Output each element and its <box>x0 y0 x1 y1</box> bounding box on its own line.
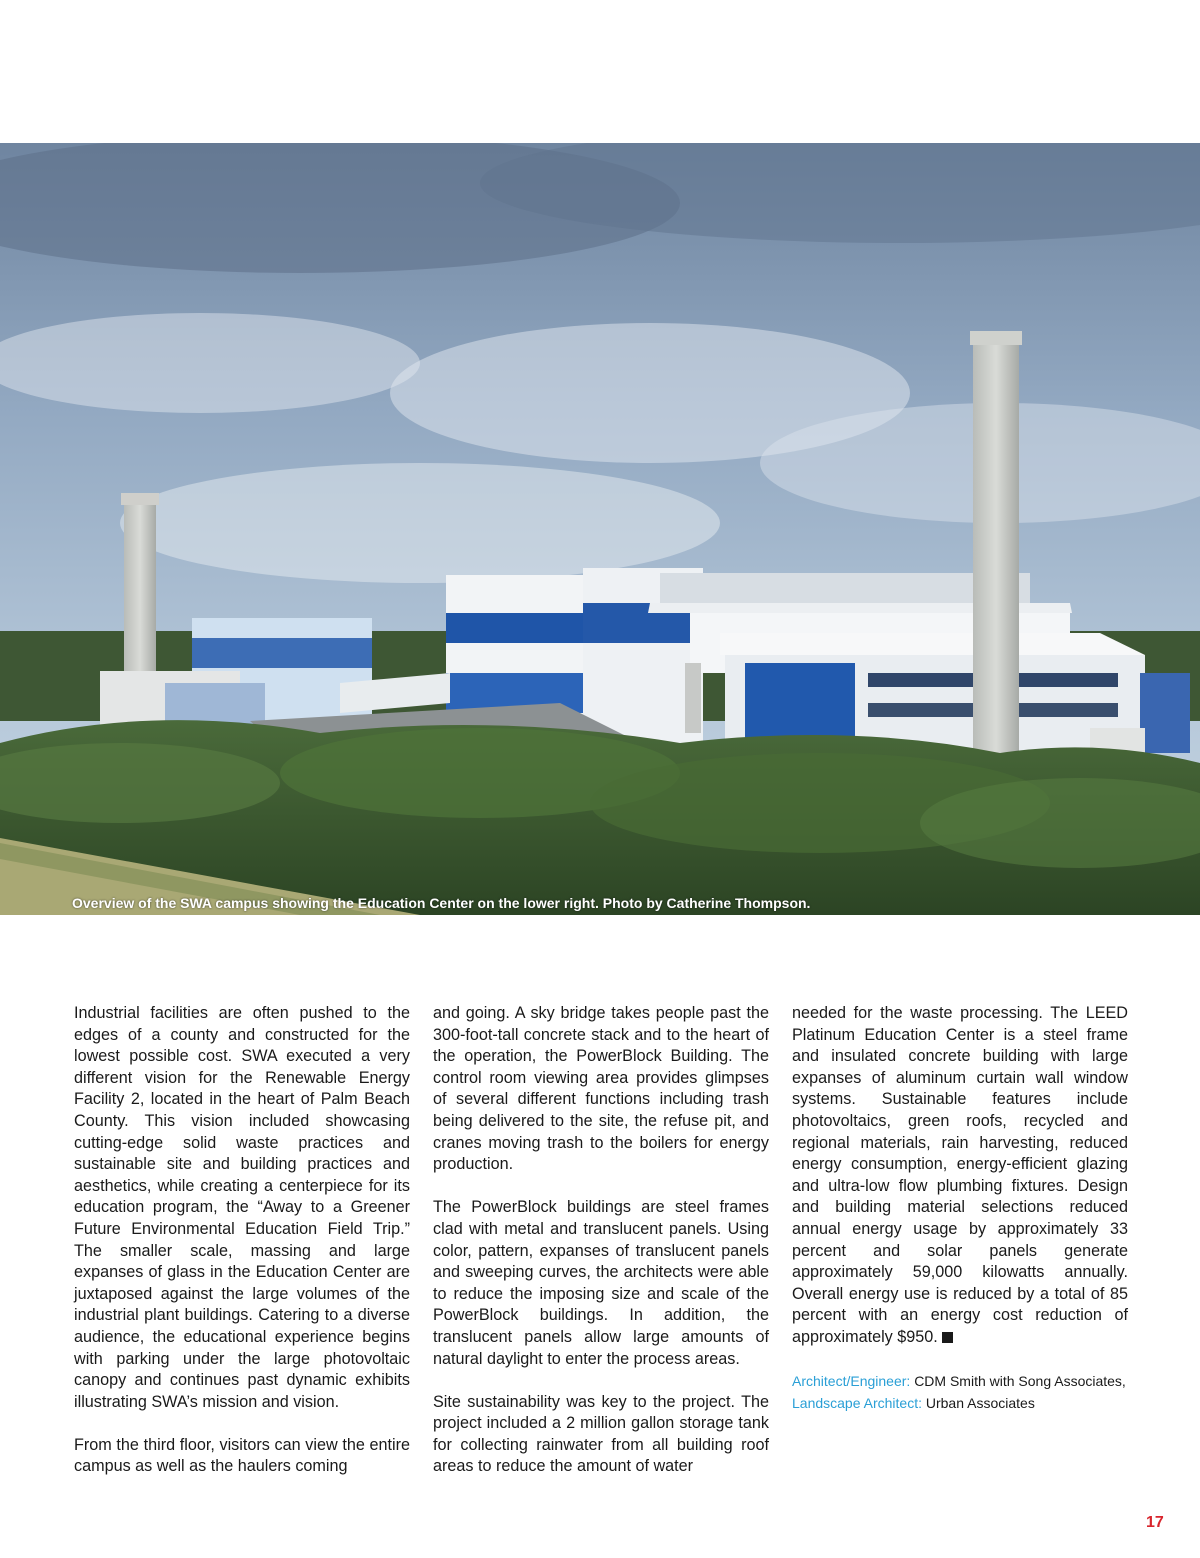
campus-photo-illustration <box>0 143 1200 915</box>
paragraph-with-end-mark <box>792 1003 1128 1349</box>
campus-photo <box>0 143 1200 915</box>
photo-caption: Overview of the SWA campus showing the Education Center on the lower right. Photo by Catherine Thompson. <box>72 895 811 911</box>
article-column-3 <box>792 1003 1128 1436</box>
article-column-2 <box>433 1003 769 1500</box>
paragraph: Site sustainability was key to the project. The project included a 2 million gallon storage tank for collecting rainwater from all building roof areas to reduce the amount of water <box>433 1392 769 1476</box>
paragraph: and going. A sky bridge takes people past the 300-foot-tall concrete stack and to the heart of the operation, the PowerBlock Building. The control room viewing area provides glimpses of several different functions including trash being delivered to the site, the refuse pit, and cranes moving trash to the boilers for energy production. <box>433 1004 769 1174</box>
credit-name-architect: CDM Smith with Song Associates, <box>914 1373 1126 1390</box>
end-mark-square-icon <box>942 1332 953 1343</box>
article-column-1 <box>74 1003 410 1500</box>
credit-role-architect: Architect/Engineer: <box>792 1373 911 1390</box>
credit-name-landscape: Urban Associates <box>925 1395 1035 1412</box>
page-number: 17 <box>1146 1514 1164 1531</box>
paragraph: From the third floor, visitors can view the entire campus as well as the haulers coming <box>74 1435 410 1476</box>
credit-role-landscape: Landscape Architect: <box>792 1395 922 1412</box>
project-credits <box>792 1370 1128 1414</box>
paragraph: Industrial facilities are often pushed to the edges of a county and constructed for the lowest possible cost. SWA executed a very different vision for the Renewable Energy Facility 2, located in the heart of Palm Beach County. This vision included showcasing cutting-edge solid waste practices and sustainable site and building practices and aesthetics, while creating a centerpiece for its education program, the “Away to a Greener Future Environmental Education Field Trip.” The smaller scale, massing and large expanses of glass in the Education Center are juxtaposed against the large volumes of the industrial plant buildings. Catering to a diverse audience, the educational experience begins with parking under the large photovoltaic canopy and continues past dynamic exhibits illustrating SWA’s mission and vision. <box>74 1004 410 1411</box>
paragraph-text: needed for the waste processing. The LEED Platinum Education Center is a steel frame and insulated concrete building with large expanses of aluminum curtain wall window systems. Sustainable features include photovoltaics, green roofs, recycled and regional materials, rain harvesting, reduced energy consumption, energy-efficient glazing and ultra-low flow plumbing fixtures. Design and building material selections reduced annual energy usage by approximately 33 percent and solar panels generate approximately 59,000 kilowatts annually. Overall energy use is reduced by a total of 85 percent with an energy cost reduction of approximately $950. <box>792 1004 1128 1346</box>
paragraph: The PowerBlock buildings are steel frames clad with metal and translucent panels. Using color, pattern, expanses of translucent panels and sweeping curves, the architects were able to reduce the imposing size and scale of the PowerBlock buildings. In addition, the translucent panels allow large amounts of natural daylight to enter the process areas. <box>433 1198 769 1368</box>
